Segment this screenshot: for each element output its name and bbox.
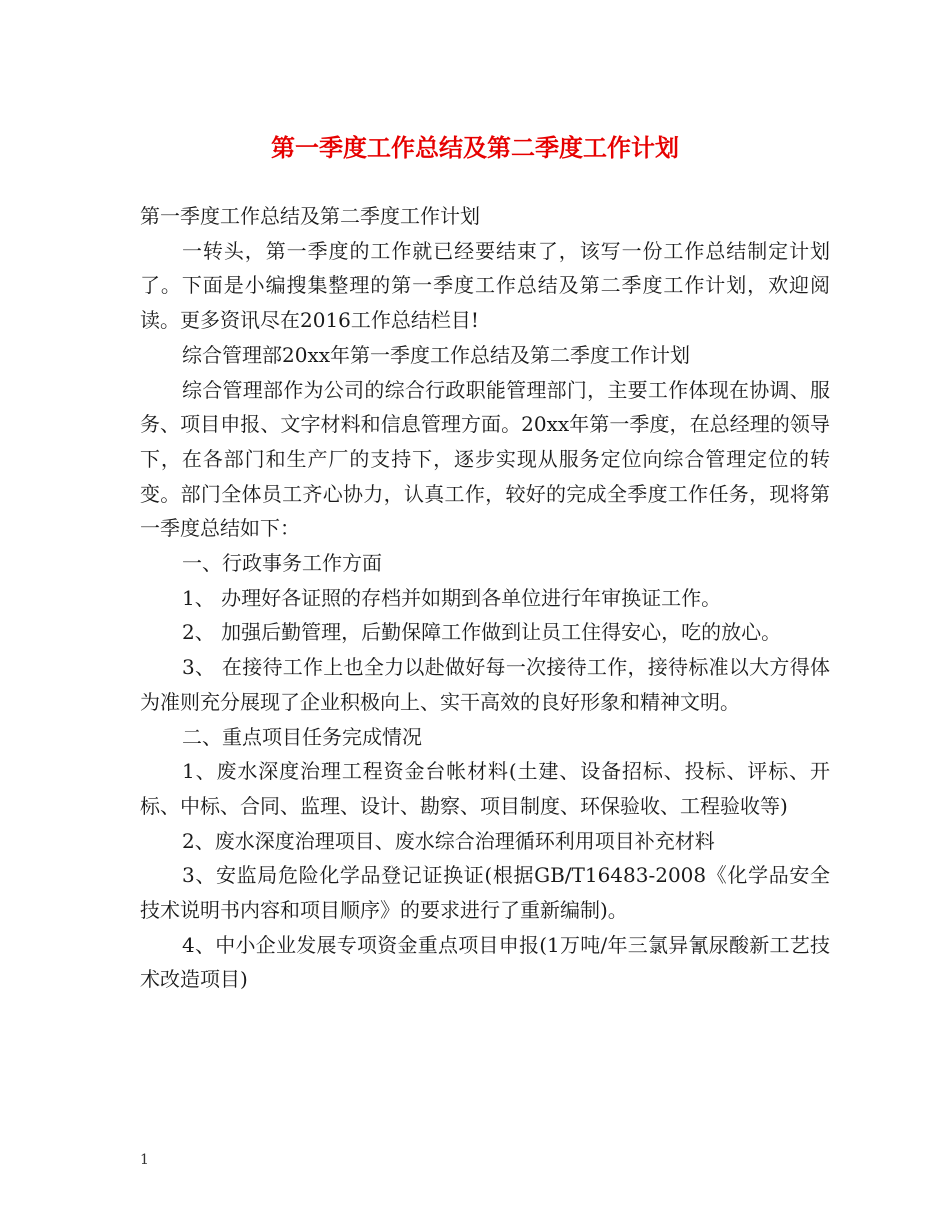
list-item-project-3: 3、安监局危险化学品登记证换证(根据GB/T16483-2008《化学品安全技术说明书内容和项目顺序》的要求进行了重新编制)。 [140, 863, 830, 923]
list-item-admin-2: 2、 加强后勤管理，后勤保障工作做到让员工住得安心，吃的放心。 [182, 620, 782, 645]
subtitle-paragraph: 第一季度工作总结及第二季度工作计划 [140, 204, 480, 228]
page-number: 1 [140, 1152, 149, 1168]
list-item-project-2: 2、废水深度治理项目、废水综合治理循环利用项目补充材料 [182, 828, 715, 853]
list-item-project-1: 1、废水深度治理工程资金台帐材料(土建、设备招标、投标、评标、开标、中标、合同、监理、设计、勘察、项目制度、环保验收、工程验收等) [140, 759, 830, 818]
list-item-admin-1: 1、 办理好各证照的存档并如期到各单位进行年审换证工作。 [182, 585, 722, 610]
intro-paragraph: 一转头，第一季度的工作就已经要结束了，该写一份工作总结制定计划了。下面是小编搜集整理的第一季度工作总结及第二季度工作计划，欢迎阅读。更多资讯尽在2016工作总结栏目! [140, 238, 830, 333]
list-item-project-4: 4、中小企业发展专项资金重点项目申报(1万吨/年三氯异氰尿酸新工艺技术改造项目) [140, 932, 830, 992]
document-body [140, 199, 830, 997]
heading-admin-affairs: 一、行政事务工作方面 [182, 551, 382, 576]
list-item-admin-3: 3、 在接待工作上也全力以赴做好每一次接待工作，接待标准以大方得体为准则充分展现了企业积极向上、实干高效的良好形象和精神文明。 [140, 655, 830, 714]
heading-key-projects: 二、重点项目任务完成情况 [182, 724, 422, 749]
document-title: 第一季度工作总结及第二季度工作计划 [271, 133, 679, 162]
overview-paragraph: 综合管理部作为公司的综合行政职能管理部门，主要工作体现在协调、服务、项目申报、文字材料和信息管理方面。20xx年第一季度，在总经理的领导下，在各部门和生产厂的支持下，逐步实现从服务定位向综合管理定位的转变。部门全体员工齐心协力，认真工作，较好的完成全季度工作任务，现将第一季度总结如下： [140, 377, 830, 541]
section-heading-paragraph: 综合管理部20xx年第一季度工作总结及第二季度工作计划 [182, 342, 691, 367]
